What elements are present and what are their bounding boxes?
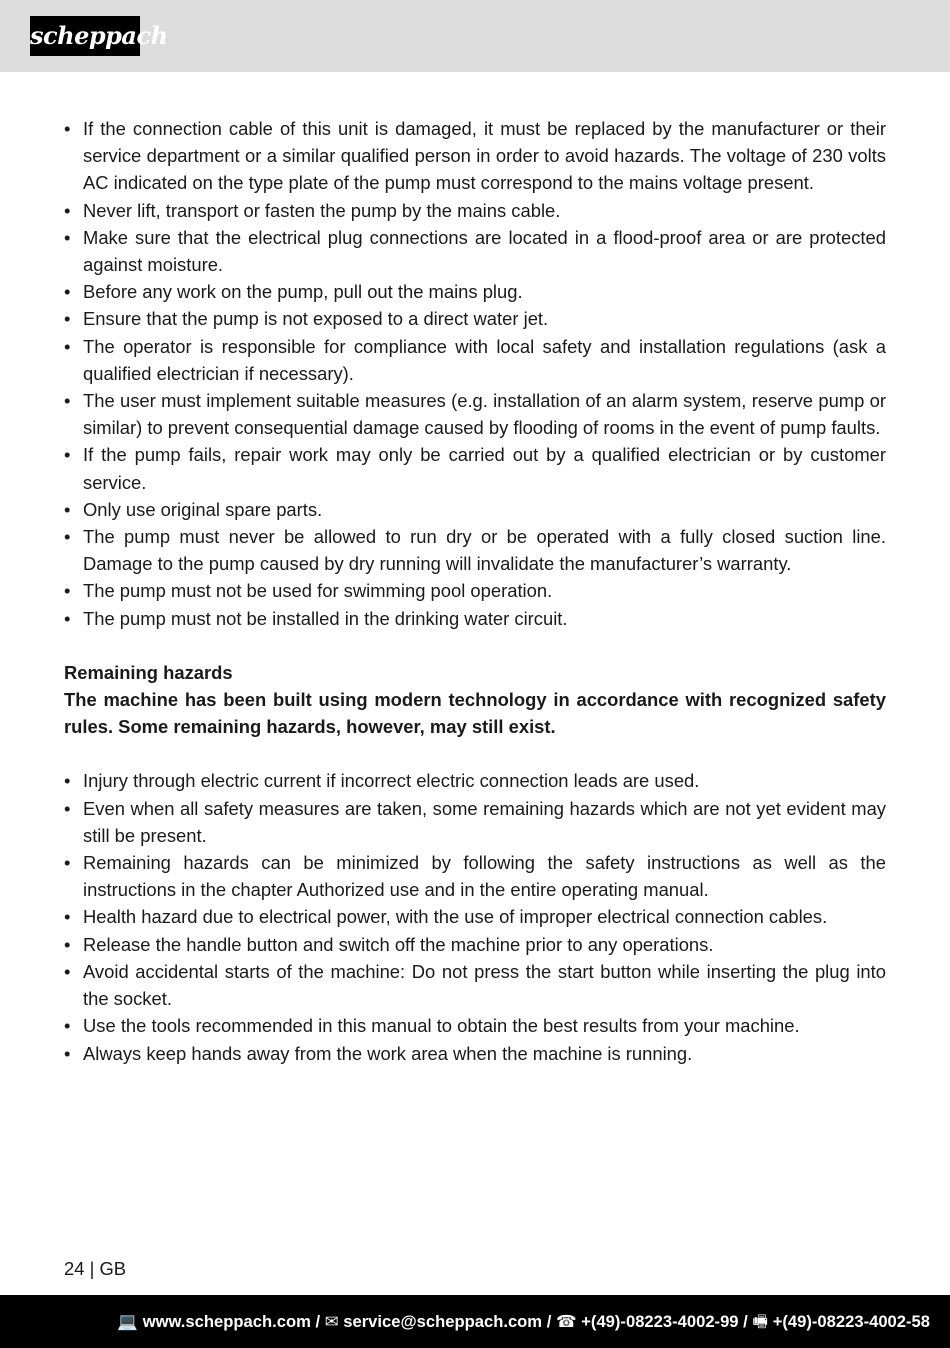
- list-item: [64, 1040, 886, 1067]
- page-number-separator: |: [89, 1258, 95, 1279]
- bullet-icon: •: [64, 852, 71, 874]
- safety-instructions-list: [64, 115, 886, 632]
- list-item-text: Injury through electric current if incorrect electric connection leads are used.: [83, 770, 700, 792]
- list-item-text: Make sure that the electrical plug connections are located in a flood-proof area or are protected against moisture.: [83, 226, 886, 276]
- footer-separator: /: [743, 1312, 748, 1331]
- page-number: [64, 1255, 126, 1282]
- telephone-icon: ☎: [555, 1312, 577, 1331]
- list-item-text: If the pump fails, repair work may only be carried out by a qualified electrician or by customer service.: [83, 444, 886, 493]
- list-item: [64, 197, 886, 224]
- bullet-icon: •: [64, 1015, 71, 1037]
- bullet-icon: •: [64, 906, 71, 928]
- list-item: [64, 577, 886, 604]
- page-language: GB: [99, 1258, 127, 1279]
- bullet-icon: •: [64, 498, 71, 520]
- list-item: [64, 931, 886, 958]
- bullet-icon: •: [64, 226, 71, 248]
- footer-phone: +(49)-08223-4002-99: [581, 1312, 739, 1331]
- page-footer: [0, 1295, 950, 1348]
- bullet-icon: •: [64, 335, 71, 357]
- list-item: [64, 849, 886, 903]
- footer-email[interactable]: service@scheppach.com: [343, 1312, 543, 1331]
- bullet-icon: •: [64, 770, 71, 792]
- list-item-text: Release the handle button and switch off the machine prior to any operations.: [83, 933, 714, 955]
- list-item-text: Health hazard due to electrical power, with the use of improper electrical connection cables.: [83, 906, 828, 928]
- list-item: [64, 903, 886, 930]
- list-item: [64, 387, 886, 441]
- list-item: [64, 115, 886, 197]
- page-content: [64, 115, 886, 1067]
- page-number-value: 24: [64, 1258, 85, 1279]
- bullet-icon: •: [64, 199, 71, 221]
- list-item: [64, 605, 886, 632]
- bullet-icon: •: [64, 118, 71, 139]
- footer-separator: /: [546, 1312, 552, 1331]
- footer-fax: +(49)-08223-4002-58: [772, 1312, 930, 1331]
- list-item: [64, 441, 886, 495]
- list-item-text: Even when all safety measures are taken, some remaining hazards which are not yet evident may still be present.: [83, 797, 886, 846]
- list-item-text: Avoid accidental starts of the machine: Do not press the start button while inserting the plug into the socket.: [83, 960, 886, 1010]
- list-item-text: Never lift, transport or fasten the pump by the mains cable.: [83, 199, 561, 221]
- page-header: [0, 0, 950, 72]
- scheppach-logo: scheppach: [30, 16, 140, 56]
- bullet-icon: •: [64, 960, 71, 982]
- list-item-text: Only use original spare parts.: [83, 498, 323, 520]
- list-item: [64, 278, 886, 305]
- list-item: [64, 958, 886, 1012]
- list-item-text: Always keep hands away from the work area when the machine is running.: [83, 1042, 693, 1064]
- bullet-icon: •: [64, 444, 71, 466]
- list-item-text: The pump must not be installed in the drinking water circuit.: [83, 607, 568, 629]
- footer-separator: /: [315, 1312, 321, 1331]
- bullet-icon: •: [64, 1042, 71, 1064]
- list-item: [64, 767, 886, 794]
- list-item: [64, 795, 886, 849]
- list-item: [64, 224, 886, 278]
- list-item: [64, 496, 886, 523]
- list-item: [64, 305, 886, 332]
- list-item-text: If the connection cable of this unit is damaged, it must be replaced by the manufacturer or their service department or a similar qualified person in order to avoid hazards. The voltage of 230 volts AC indicated on the type plate of the pump must correspond to the mains voltage present.: [83, 118, 886, 194]
- remaining-hazards-intro: The machine has been built using modern technology in accordance with recognized safety rules. Some remaining hazards, however, may still exist.: [64, 689, 886, 738]
- fax-icon: 🖷: [752, 1312, 769, 1331]
- list-item-text: The operator is responsible for compliance with local safety and installation regulations (ask a qualified electrician if necessary).: [83, 335, 886, 384]
- bullet-icon: •: [64, 607, 71, 629]
- list-item-text: Before any work on the pump, pull out the mains plug.: [83, 281, 523, 303]
- list-item-text: The pump must not be used for swimming pool operation.: [83, 580, 553, 602]
- list-item: [64, 1012, 886, 1039]
- bullet-icon: •: [64, 308, 71, 330]
- computer-icon: 💻: [117, 1312, 139, 1331]
- bullet-icon: •: [64, 933, 71, 955]
- list-item: [64, 523, 886, 577]
- bullet-icon: •: [64, 281, 71, 303]
- bullet-icon: •: [64, 390, 71, 412]
- list-item-text: Ensure that the pump is not exposed to a direct water jet.: [83, 308, 549, 330]
- remaining-hazards-heading: Remaining hazards: [64, 661, 233, 683]
- list-item-text: Use the tools recommended in this manual to obtain the best results from your machine.: [83, 1015, 800, 1037]
- footer-website[interactable]: www.scheppach.com: [142, 1312, 311, 1331]
- envelope-icon: ✉: [324, 1312, 339, 1331]
- remaining-hazards-list: [64, 767, 886, 1066]
- bullet-icon: •: [64, 797, 71, 819]
- list-item-text: The user must implement suitable measures (e.g. installation of an alarm system, reserve pump or similar) to prevent consequential damage caused by flooding of rooms in the event of pump faults.: [83, 390, 886, 439]
- bullet-icon: •: [64, 526, 71, 548]
- list-item-text: Remaining hazards can be minimized by following the safety instructions as well as the instructions in the chapter Authorized use and in the entire operating manual.: [83, 852, 886, 901]
- bullet-icon: •: [64, 580, 71, 602]
- list-item-text: The pump must never be allowed to run dry or be operated with a fully closed suction line. Damage to the pump caused by dry running will invalidate the manufacturer’s warranty.: [83, 526, 886, 575]
- list-item: [64, 333, 886, 387]
